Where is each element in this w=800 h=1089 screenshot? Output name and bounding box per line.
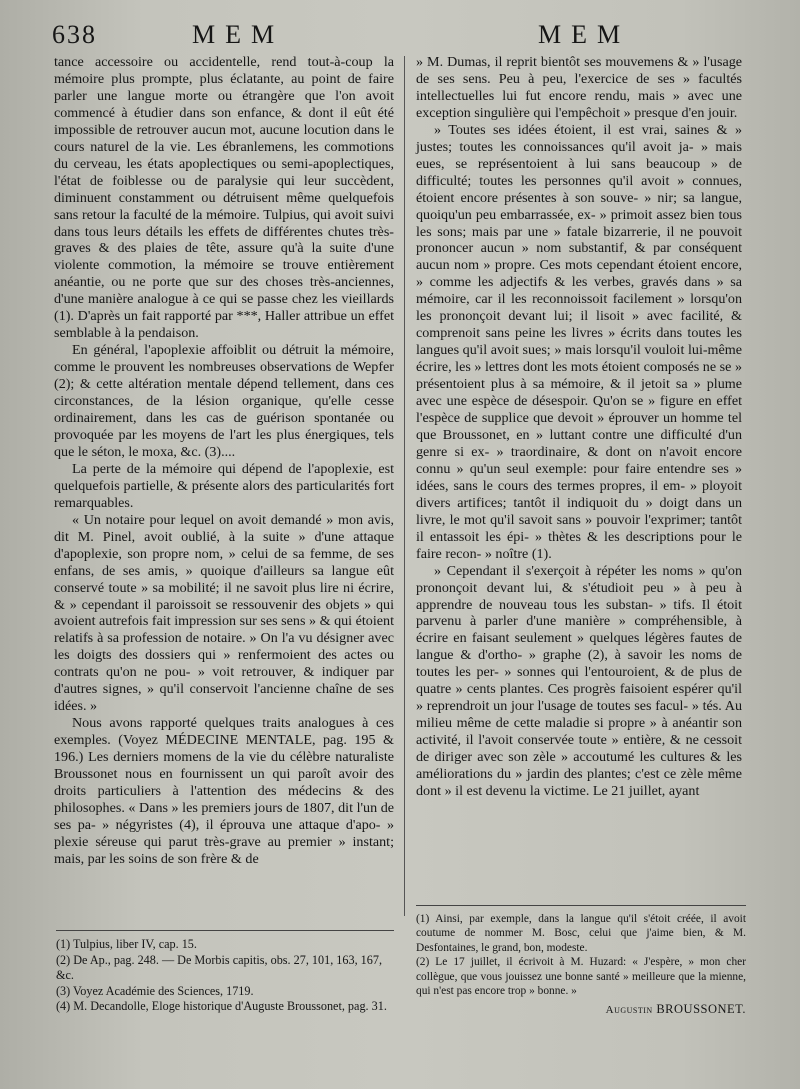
page-header bbox=[52, 20, 760, 52]
quotation: » Toutes ses idées étoient, il est vrai, saines & » justes; toutes les connoissances qu'il avoit ja- » mais eues, se représentoient à lui sans beaucoup » de difficulté; toutes les personnes qu'il avoit » connues, étoient encore présentes à son souve- » nir; sa langue, quoiqu'un peu embarrassée, ex- » primoit assez bien tous les sons; mais par une » fatale bizarrerie, il ne pouvoit prononcer aucun » nom substantif, & par conséquent aucun nom » propre. Ces mots cependant étoient encore, » comme les adjectifs & les verbes, gravés dans » sa mémoire, car il les reconnoissoit facilement » lorsqu'on les prononçoit devant lui; il lisoit » avec facilité, & comprenoit sans peine les livres » écrits dans toutes les langues qu'il avoit sues; » mais lorsqu'il vouloit lui-même écrire, les » lettres dont les mots étoient composés ne se » présentoient plus à sa mémoire, & il jetoit sa » plume avec une espèce de désespoir. Qu'on se » figure en effet l'espèce de supplice que devoit » éprouver un homme tel que Broussonet, en » luttant contre une difficulté d'un genre si ex- » traordinaire, & dont on n'avoit encore connu » qu'un seul exemple: pour faire entendre ses » idées, sans le cours des termes propres, il em- » ployoit divers artifices; tantôt il indiquoit du » doigt dans un livre, le mot qu'il savoit sans » pouvoir l'exprimer; tantôt il entassoit les épi- » thètes & les descriptions pour le faire recon- » noître (1). bbox=[416, 121, 742, 562]
footnote: (1) Ainsi, par exemple, dans la langue qu'il s'étoit créée, il avoit coutume de nommer M. Bosc, celui que j'aime bien, & M. Desfontaines, le grand, bon, modeste. bbox=[416, 913, 746, 954]
footnotes-right bbox=[416, 905, 746, 1018]
signature-first-name: Augustin bbox=[605, 1004, 653, 1017]
footnote: (2) Le 17 juillet, il écrivoit à M. Huzard: « J'espère, » mon cher collègue, que vous jouissez une bonne santé » meilleure que la mienne, qui n'est pas encore trop » bonne. » bbox=[416, 956, 746, 998]
running-title-left: MEM bbox=[192, 20, 285, 49]
footnotes-left bbox=[56, 930, 394, 1015]
left-column bbox=[54, 54, 394, 868]
footnote: (4) M. Decandolle, Eloge historique d'Auguste Broussonet, pag. 31. bbox=[56, 999, 387, 1014]
page-number: 638 bbox=[52, 20, 97, 49]
footnote: (1) Tulpius, liber IV, cap. 15. bbox=[56, 937, 197, 951]
quotation: » Cependant il s'exerçoit à répéter les noms » qu'on prononçoit devant lui, & s'étudioit peu » à peu à apprendre de nouveau tous les substan- » tifs. Il étoit parvenu à parler d'une manière » compréhensible, à écrire en faisant seulement » quelques légères fautes de langue & d'ortho- » graphe (2), à savoir les noms de toutes les per- » sonnes qui l'entouroient, & de plus de quatre » cents plantes. Ces progrès faisoient espérer qu'il » reprendroit un jour l'usage de toutes ses facul- » tés. Au milieu même de cette maladie si propre » à anéantir son activité, il l'avoit conservée toute » entière, & ne cessoit de diriger avec son zèle » accoutumé les cultures & les améliorations du » jardin des plantes; c'est ce zèle même dont » il est devenu la victime. Le 21 juillet, ayant bbox=[416, 562, 742, 799]
signature bbox=[416, 1002, 746, 1017]
footnote: (3) Voyez Académie des Sciences, 1719. bbox=[56, 983, 254, 998]
column-divider bbox=[404, 56, 405, 916]
paragraph: En général, l'apoplexie affoiblit ou détruit la mémoire, comme le prouvent les nombreuses observations de Wepfer (2); & cette altération mentale dépend tellement, dans ces circonstances, de la lésion organique, qu'elle cesse ordinairement, dans les cas de guérison spontanée ou provoquée par les moyens de l'art les plus énergiques, tels que le séton, le moxa, &c. (3).... bbox=[54, 342, 394, 460]
signature-last-name: BROUSSONET. bbox=[656, 1002, 746, 1017]
running-title-right: MEM bbox=[538, 20, 631, 49]
paragraph: tance accessoire ou accidentelle, rend tout-à-coup la mémoire plus prompte, plus éclatante, au point de faire parler une langue morte ou étrangère que l'on avoit commencé à étudier dans son enfance, & dont il eût été impossible de retrouver aucun mot, aucune locution dans le cours naturel de la vie. Les ébranlemens, les commotions du cerveau, les états apoplectiques ou semi-apoplectiques, l'état de foiblesse ou de paralysie qui leur succèdent, diminuent constamment ou détruisent même quelquefois sans retour la faculté de la mémoire. Tulpius, qui avoit suivi dans tous leurs détails les effets de différentes chutes très-graves & des plaies de tête, assure qu'à la suite d'une violente commotion, la mémoire se trouve entièrement anéantie, ou ne porte que sur des choses très-anciennes, d'une manière analogue à ce qui se passe chez les vieillards (1). D'après un fait rapporté par ***, Haller attribue un effet semblable à la pendaison. bbox=[54, 54, 394, 342]
footnote: (2) De Ap., pag. 248. — De Morbis capitis, obs. 27, 101, 163, 167, &c. bbox=[56, 952, 382, 983]
right-column bbox=[416, 54, 742, 800]
paragraph: La perte de la mémoire qui dépend de l'apoplexie, est quelquefois partielle, & présente alors des particularités fort remarquables. bbox=[54, 460, 394, 511]
quotation: « Un notaire pour lequel on avoit demandé » mon avis, dit M. Pinel, avoit oublié, à la suite » d'une attaque d'apoplexie, son propre nom, » celui de sa femme, de ses enfans, de ses amis, » quoique d'ailleurs sa langue eût conservé toute » sa mobilité; il ne savoit plus lire ni écrire, & » cependant il paroissoit se ressouvenir des objets » qui avoient autrefois fait impression sur ses sens » & qui étoient relatifs à sa profession de notaire. » On l'a vu désigner avec les doigts des dossiers qui » renfermoient des actes ou contrats qu'on ne pou- » voit retrouver, & indiquer par d'autres signes, » qu'il conservoit l'ancienne chaîne de ses idées. » bbox=[54, 511, 394, 715]
quotation: » M. Dumas, il reprit bientôt ses mouvemens & » l'usage de ses sens. Peu à peu, l'exercice de ses » facultés intellectuelles lui fut encore rendu, mais » avec une exception singulière qui l'empêchoit » presque d'en jouir. bbox=[416, 54, 742, 121]
paragraph: Nous avons rapporté quelques traits analogues à ces exemples. (Voyez MÉDECINE MENTALE, pag. 195 & 196.) Les derniers momens de la vie du célèbre naturaliste Broussonet nous en fournissent un qui paroît avoir des droits particuliers à l'attention des médecins & des philosophes. « Dans » les premiers jours de 1807, dit l'un de ses pa- » négyristes (4), il éprouva une attaque d'apo- » plexie séreuse qui parut très-grave au premier » instant; mais, par les soins de son frère & de bbox=[54, 715, 394, 867]
